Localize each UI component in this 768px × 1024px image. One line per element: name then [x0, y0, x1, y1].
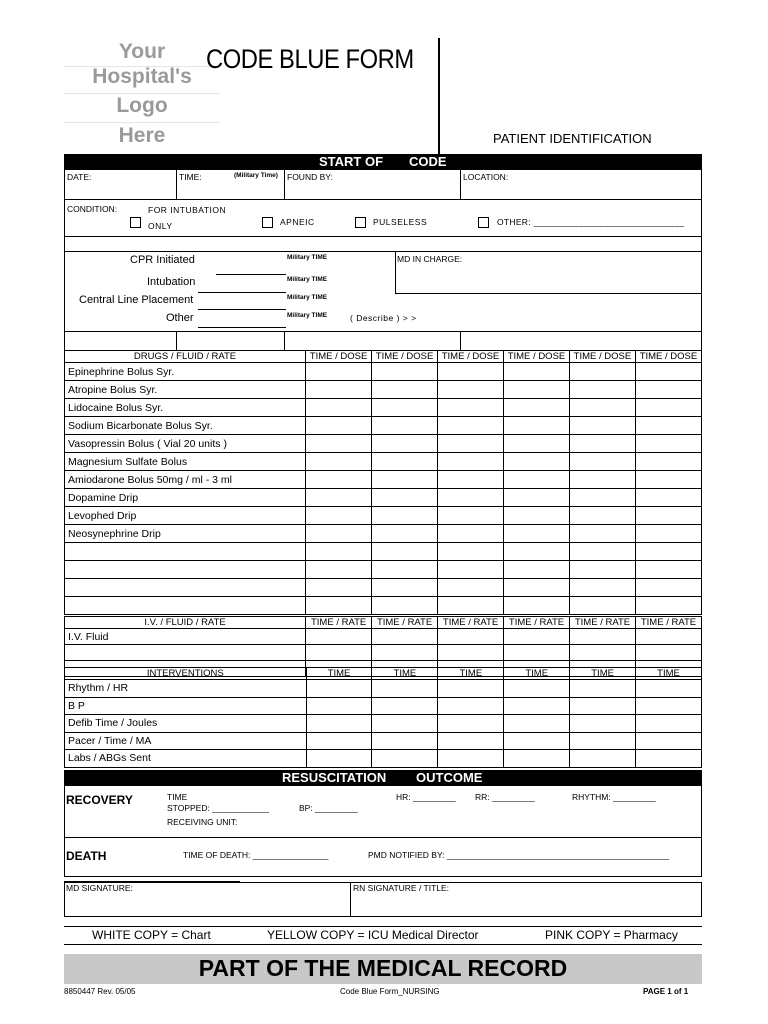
- rhythm-field[interactable]: RHYTHM: _________: [572, 792, 656, 802]
- logo-line: Logo: [116, 94, 168, 117]
- entry-cell[interactable]: [438, 417, 504, 435]
- apneic-checkbox[interactable]: [262, 217, 273, 228]
- entry-cell[interactable]: [372, 697, 438, 715]
- table-header-cell: TIME / DOSE: [569, 351, 635, 363]
- location-field[interactable]: LOCATION:: [463, 172, 509, 182]
- table-header-row: [65, 668, 702, 680]
- entry-cell[interactable]: [372, 732, 438, 750]
- table-row: [65, 715, 702, 733]
- military-time-note: Military TIME: [287, 294, 328, 301]
- recovery-label: RECOVERY: [66, 793, 133, 807]
- table-header-cell: TIME: [438, 668, 504, 680]
- table-header-cell: TIME: [504, 668, 570, 680]
- col-divider: [284, 169, 285, 199]
- table-row: [65, 399, 702, 417]
- entry-cell[interactable]: [636, 697, 702, 715]
- entry-cell[interactable]: [438, 680, 504, 698]
- entry-cell[interactable]: [635, 471, 701, 489]
- entry-cell[interactable]: [635, 435, 701, 453]
- medical-record-banner: [64, 954, 702, 984]
- entry-cell[interactable]: [504, 680, 570, 698]
- entry-cell[interactable]: [504, 453, 570, 471]
- rr-field[interactable]: RR: _________: [475, 792, 535, 802]
- entry-cell[interactable]: [504, 507, 570, 525]
- yellow-copy-label: YELLOW COPY = ICU Medical Director: [267, 928, 479, 942]
- entry-cell[interactable]: [504, 489, 570, 507]
- bp-field[interactable]: BP: _________: [299, 803, 358, 813]
- start-of-code-bar: [64, 154, 702, 169]
- entry-cell[interactable]: [372, 435, 438, 453]
- col-divider: [284, 331, 285, 351]
- entry-cell[interactable]: [372, 680, 438, 698]
- entry-cell[interactable]: [438, 629, 504, 645]
- other-procedure-label: Other: [166, 312, 194, 324]
- row-divider: [64, 837, 702, 838]
- row-label: Labs / ABGs Sent: [65, 750, 307, 768]
- row-divider: [64, 251, 702, 252]
- entry-cell[interactable]: [306, 680, 372, 698]
- entry-cell[interactable]: [306, 597, 372, 615]
- table-header-cell: TIME: [372, 668, 438, 680]
- entry-cell[interactable]: [306, 489, 372, 507]
- md-signature-field[interactable]: MD SIGNATURE:: [66, 883, 133, 893]
- death-label: DEATH: [66, 849, 107, 863]
- entry-cell[interactable]: [504, 363, 570, 381]
- row-label: Atropine Bolus Syr.: [65, 381, 306, 399]
- entry-cell[interactable]: [570, 680, 636, 698]
- table-row: [65, 697, 702, 715]
- entry-cell[interactable]: [372, 543, 438, 561]
- entry-cell[interactable]: [570, 645, 636, 661]
- row-label: [65, 597, 306, 615]
- table-header-cell: TIME / RATE: [372, 617, 438, 629]
- entry-cell[interactable]: [306, 561, 372, 579]
- entry-cell[interactable]: [635, 489, 701, 507]
- cpr-initiated-label: CPR Initiated: [130, 254, 195, 266]
- entry-cell[interactable]: [504, 629, 570, 645]
- table-row: [65, 579, 702, 597]
- entry-cell[interactable]: [635, 525, 701, 543]
- md-in-charge-field[interactable]: MD IN CHARGE:: [397, 254, 463, 264]
- entry-cell[interactable]: [504, 750, 570, 768]
- military-time-note: Military TIME: [287, 254, 328, 261]
- table-row: [65, 417, 702, 435]
- entry-cell[interactable]: [569, 543, 635, 561]
- intubation-label: Intubation: [147, 276, 196, 288]
- white-copy-label: WHITE COPY = Chart: [92, 928, 211, 942]
- copies-bottom-line: [64, 944, 702, 945]
- describe-label: ( Describe ) > >: [350, 313, 417, 323]
- found-by-field[interactable]: FOUND BY:: [287, 172, 333, 182]
- table-row: [65, 453, 702, 471]
- table-header-cell: TIME: [570, 668, 636, 680]
- row-label: Neosynephrine Drip: [65, 525, 306, 543]
- entry-cell[interactable]: [569, 561, 635, 579]
- entry-cell[interactable]: [306, 750, 372, 768]
- apneic-label: APNEIC: [280, 217, 315, 227]
- row-label: I.V. Fluid: [65, 629, 306, 645]
- row-label: [65, 579, 306, 597]
- entry-cell[interactable]: [372, 399, 438, 417]
- row-label: Epinephrine Bolus Syr.: [65, 363, 306, 381]
- entry-cell[interactable]: [372, 471, 438, 489]
- row-label: [65, 645, 306, 661]
- row-label: [65, 543, 306, 561]
- entry-cell[interactable]: [306, 732, 372, 750]
- entry-cell[interactable]: [569, 471, 635, 489]
- row-label: B P: [65, 697, 307, 715]
- table-row: [65, 363, 702, 381]
- code-label: CODE: [409, 154, 447, 169]
- resuscitation-outcome-bar: [64, 770, 702, 785]
- table-header-cell: TIME / DOSE: [372, 351, 438, 363]
- table-header-cell: TIME / DOSE: [635, 351, 701, 363]
- entry-cell[interactable]: [569, 399, 635, 417]
- table-row: [65, 732, 702, 750]
- pmd-notified-field[interactable]: PMD NOTIFIED BY: _______________________________________________: [368, 850, 670, 860]
- entry-cell[interactable]: [504, 417, 570, 435]
- page-number: PAGE 1 of 1: [643, 987, 689, 996]
- entry-cell[interactable]: [306, 363, 372, 381]
- col-divider: [460, 169, 461, 199]
- entry-cell[interactable]: [504, 645, 570, 661]
- table-row: [65, 435, 702, 453]
- entry-cell[interactable]: [306, 543, 372, 561]
- entry-cell[interactable]: [635, 507, 701, 525]
- receiving-unit-field[interactable]: RECEIVING UNIT:: [167, 817, 238, 827]
- row-label: Vasopressin Bolus ( Vial 20 units ): [65, 435, 306, 453]
- entry-cell[interactable]: [372, 453, 438, 471]
- entry-cell[interactable]: [438, 435, 504, 453]
- entry-cell[interactable]: [635, 381, 701, 399]
- military-time-note: Military TIME: [287, 312, 328, 319]
- entry-cell[interactable]: [635, 579, 701, 597]
- date-field[interactable]: DATE:: [67, 172, 92, 182]
- other-field[interactable]: OTHER: ______________________________: [497, 217, 685, 227]
- table-header-cell: TIME / DOSE: [306, 351, 372, 363]
- entry-cell[interactable]: [570, 715, 636, 733]
- row-label: Rhythm / HR: [65, 680, 307, 698]
- logo-line: Hospital's: [92, 65, 192, 88]
- entry-cell[interactable]: [635, 645, 701, 661]
- table-row: [65, 597, 702, 615]
- patient-identification-label: PATIENT IDENTIFICATION: [493, 131, 652, 146]
- row-divider: [64, 199, 702, 200]
- table-row: [65, 489, 702, 507]
- entry-cell[interactable]: [504, 732, 570, 750]
- table-header-cell: TIME / RATE: [570, 617, 636, 629]
- stopped-field[interactable]: STOPPED: ____________: [167, 803, 269, 813]
- entry-cell[interactable]: [504, 471, 570, 489]
- entry-cell[interactable]: [306, 629, 372, 645]
- central-line-label: Central Line Placement: [79, 294, 194, 306]
- entry-cell[interactable]: [636, 715, 702, 733]
- table-row: [65, 525, 702, 543]
- entry-cell[interactable]: [504, 525, 570, 543]
- table-row: [65, 561, 702, 579]
- table-row: [65, 381, 702, 399]
- logo-divider: [64, 122, 220, 123]
- entry-cell[interactable]: [569, 381, 635, 399]
- resuscitation-label: RESUSCITATION: [282, 770, 387, 785]
- entry-cell[interactable]: [569, 579, 635, 597]
- entry-cell[interactable]: [306, 645, 372, 661]
- row-label: Levophed Drip: [65, 507, 306, 525]
- md-box-bottom: [395, 293, 702, 294]
- table-row: [65, 471, 702, 489]
- table-header-row: [65, 351, 702, 363]
- row-divider: [64, 331, 702, 332]
- row-label: Lidocaine Bolus Syr.: [65, 399, 306, 417]
- time-of-death-field[interactable]: TIME OF DEATH: ________________: [183, 850, 329, 860]
- entry-cell[interactable]: [504, 697, 570, 715]
- entry-cell[interactable]: [372, 417, 438, 435]
- entry-cell[interactable]: [306, 715, 372, 733]
- table-header-row: [65, 617, 702, 629]
- entry-cell[interactable]: [372, 381, 438, 399]
- table-row: [65, 543, 702, 561]
- col-divider: [395, 251, 396, 293]
- entry-cell[interactable]: [504, 435, 570, 453]
- entry-cell[interactable]: [306, 453, 372, 471]
- entry-cell[interactable]: [635, 561, 701, 579]
- entry-cell[interactable]: [438, 381, 504, 399]
- interventions-table: [64, 667, 702, 768]
- entry-cell[interactable]: [438, 543, 504, 561]
- entry-cell[interactable]: [570, 750, 636, 768]
- entry-cell[interactable]: [306, 417, 372, 435]
- start-of-label: START OF: [319, 154, 384, 169]
- entry-cell[interactable]: [504, 597, 570, 615]
- header-divider: [438, 38, 440, 154]
- hr-field[interactable]: HR: _________: [396, 792, 456, 802]
- entry-cell[interactable]: [504, 561, 570, 579]
- entry-cell[interactable]: [306, 579, 372, 597]
- table-header-cell: INTERVENTIONS: [65, 668, 307, 680]
- entry-cell[interactable]: [372, 363, 438, 381]
- table-header-cell: TIME / RATE: [504, 617, 570, 629]
- entry-cell[interactable]: [438, 561, 504, 579]
- col-divider: [176, 169, 177, 199]
- form-number: 8850447 Rev. 05/05: [64, 987, 136, 996]
- entry-cell[interactable]: [372, 507, 438, 525]
- entry-cell[interactable]: [570, 629, 636, 645]
- entry-cell[interactable]: [372, 597, 438, 615]
- entry-cell[interactable]: [636, 732, 702, 750]
- only-label: ONLY: [148, 221, 173, 231]
- table-row: [65, 507, 702, 525]
- row-label: [65, 561, 306, 579]
- rn-signature-field[interactable]: RN SIGNATURE / TITLE:: [353, 883, 450, 893]
- entry-cell[interactable]: [306, 399, 372, 417]
- copies-top-line: [64, 926, 702, 927]
- entry-cell[interactable]: [438, 750, 504, 768]
- entry-cell[interactable]: [504, 579, 570, 597]
- table-row: [65, 750, 702, 768]
- entry-cell[interactable]: [504, 399, 570, 417]
- entry-cell[interactable]: [504, 715, 570, 733]
- row-label: Amiodarone Bolus 50mg / ml - 3 ml: [65, 471, 306, 489]
- entry-cell[interactable]: [570, 697, 636, 715]
- outcome-label: OUTCOME: [416, 770, 483, 785]
- time-blank[interactable]: [198, 309, 286, 310]
- entry-cell[interactable]: [504, 381, 570, 399]
- time-blank[interactable]: [216, 274, 286, 275]
- entry-cell[interactable]: [372, 629, 438, 645]
- entry-cell[interactable]: [438, 525, 504, 543]
- entry-cell[interactable]: [569, 363, 635, 381]
- entry-cell[interactable]: [569, 453, 635, 471]
- table-header-cell: DRUGS / FLUID / RATE: [65, 351, 306, 363]
- table-row: [65, 629, 702, 645]
- entry-cell[interactable]: [306, 525, 372, 543]
- entry-cell[interactable]: [635, 597, 701, 615]
- logo-line: Your: [118, 40, 166, 63]
- hospital-logo: [64, 40, 220, 150]
- entry-cell[interactable]: [504, 543, 570, 561]
- entry-cell[interactable]: [438, 715, 504, 733]
- table-header-cell: TIME / DOSE: [438, 351, 504, 363]
- table-row: [65, 645, 702, 661]
- military-time-note: Military TIME: [287, 276, 328, 283]
- col-divider: [460, 331, 461, 351]
- col-divider: [176, 331, 177, 351]
- entry-cell[interactable]: [372, 489, 438, 507]
- entry-cell[interactable]: [635, 453, 701, 471]
- entry-cell[interactable]: [438, 363, 504, 381]
- form-title: CODE BLUE FORM: [206, 44, 414, 74]
- pulseless-label: PULSELESS: [373, 217, 428, 227]
- entry-cell[interactable]: [569, 525, 635, 543]
- table-header-cell: I.V. / FLUID / RATE: [65, 617, 306, 629]
- for-intubation-label: FOR INTUBATION: [148, 205, 227, 215]
- row-label: Pacer / Time / MA: [65, 732, 307, 750]
- table-header-cell: TIME / RATE: [306, 617, 372, 629]
- entry-cell[interactable]: [372, 561, 438, 579]
- pulseless-checkbox[interactable]: [355, 217, 366, 228]
- pink-copy-label: PINK COPY = Pharmacy: [545, 928, 678, 942]
- entry-cell[interactable]: [635, 417, 701, 435]
- entry-cell[interactable]: [306, 381, 372, 399]
- entry-cell[interactable]: [438, 489, 504, 507]
- condition-label: CONDITION:: [67, 204, 118, 214]
- entry-cell[interactable]: [372, 525, 438, 543]
- entry-cell[interactable]: [438, 453, 504, 471]
- other-checkbox[interactable]: [478, 217, 489, 228]
- entry-cell[interactable]: [438, 399, 504, 417]
- entry-cell[interactable]: [372, 750, 438, 768]
- table-row: [65, 680, 702, 698]
- entry-cell[interactable]: [635, 363, 701, 381]
- entry-cell[interactable]: [438, 579, 504, 597]
- entry-cell[interactable]: [635, 629, 701, 645]
- entry-cell[interactable]: [636, 680, 702, 698]
- medical-record-text: PART OF THE MEDICAL RECORD: [198, 955, 568, 981]
- entry-cell[interactable]: [569, 435, 635, 453]
- entry-cell[interactable]: [306, 507, 372, 525]
- table-header-cell: TIME: [636, 668, 702, 680]
- table-header-cell: TIME: [306, 668, 372, 680]
- entry-cell[interactable]: [438, 697, 504, 715]
- entry-cell[interactable]: [372, 579, 438, 597]
- drugs-table: [64, 350, 702, 615]
- entry-cell[interactable]: [306, 471, 372, 489]
- row-divider: [64, 236, 702, 237]
- entry-cell[interactable]: [636, 750, 702, 768]
- row-label: Sodium Bicarbonate Bolus Syr.: [65, 417, 306, 435]
- row-label: Defib Time / Joules: [65, 715, 307, 733]
- entry-cell[interactable]: [569, 489, 635, 507]
- row-label: Magnesium Sulfate Bolus: [65, 453, 306, 471]
- entry-cell[interactable]: [635, 543, 701, 561]
- form-name: Code Blue Form_NURSING: [340, 987, 440, 996]
- entry-cell[interactable]: [306, 435, 372, 453]
- time-blank[interactable]: [198, 292, 286, 293]
- entry-cell[interactable]: [635, 399, 701, 417]
- entry-cell[interactable]: [438, 597, 504, 615]
- intubation-checkbox[interactable]: [130, 217, 141, 228]
- logo-line: Here: [118, 124, 166, 147]
- entry-cell[interactable]: [570, 732, 636, 750]
- entry-cell[interactable]: [438, 507, 504, 525]
- entry-cell[interactable]: [569, 597, 635, 615]
- entry-cell[interactable]: [372, 715, 438, 733]
- entry-cell[interactable]: [569, 417, 635, 435]
- table-header-cell: TIME / RATE: [438, 617, 504, 629]
- entry-cell[interactable]: [438, 645, 504, 661]
- time-label: TIME: [167, 792, 188, 802]
- row-label: Dopamine Drip: [65, 489, 306, 507]
- time-blank[interactable]: [198, 327, 286, 328]
- entry-cell[interactable]: [438, 732, 504, 750]
- entry-cell[interactable]: [372, 645, 438, 661]
- table-header-cell: TIME / DOSE: [504, 351, 570, 363]
- entry-cell[interactable]: [569, 507, 635, 525]
- military-time-note: (Military Time): [234, 172, 278, 179]
- table-header-cell: TIME / RATE: [635, 617, 701, 629]
- entry-cell[interactable]: [438, 471, 504, 489]
- col-divider: [350, 882, 351, 917]
- time-field[interactable]: TIME:: [179, 172, 202, 182]
- entry-cell[interactable]: [306, 697, 372, 715]
